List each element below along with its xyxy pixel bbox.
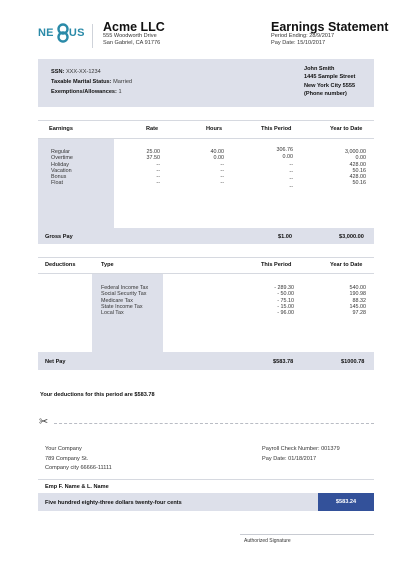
check-payee: Emp F. Name & L. Name — [45, 484, 109, 490]
check-pay-date: Pay Date: 01/18/2017 — [262, 456, 317, 462]
exemptions-label: Exemptions/Allowances: — [51, 89, 117, 95]
employee-street: 1445 Sample Street — [304, 74, 356, 80]
marital-row — [51, 79, 132, 86]
check-company: Your Company — [45, 446, 82, 452]
earnings-header-ytd: Year to Date — [330, 126, 363, 132]
earnings-header-this-period: This Period — [261, 126, 292, 132]
net-pay-ytd: $1000.78 — [341, 359, 365, 365]
deductions-this-period: - 289.30 - 50.00 - 75.10 - 15.00 - 96.00 — [274, 285, 294, 317]
net-pay-period: $583.78 — [273, 359, 294, 365]
check-amount: $583.24 — [335, 499, 357, 505]
deduction-types: Federal Income Tax Social Security Tax Medicare Tax State Income Tax Local Tax — [101, 285, 149, 317]
earnings-header-hours: Hours — [206, 126, 223, 132]
ssn-value: XXX-XX-1234 — [65, 69, 101, 75]
ssn-label: SSN: — [51, 69, 65, 75]
amount-in-words: Five hundred eighty-three dollars twenty-four cents — [45, 500, 182, 506]
earnings-label-column-bg — [38, 139, 114, 228]
ssn-row — [51, 69, 101, 76]
gross-pay-band — [38, 228, 374, 244]
signature-line — [240, 534, 374, 535]
logo-text: NE US — [38, 27, 85, 39]
marital-label: Taxable Marital Status: — [51, 79, 112, 85]
earnings-rates: 25.00 37.50 -- -- -- -- — [146, 149, 160, 187]
earnings-header-rate: Rate — [146, 126, 159, 132]
company-name: Acme LLC — [103, 20, 165, 34]
exemptions-row — [51, 89, 122, 96]
marital-value: Married — [113, 79, 133, 85]
employee-city: New York City 5555 — [304, 83, 356, 89]
deductions-header-type: Type — [101, 262, 114, 268]
deductions-header-label: Deductions — [45, 262, 76, 268]
earnings-items: Regular Overtime Holiday Vacation Bonus Float — [51, 149, 73, 187]
check-number: Payroll Check Number: 001379 — [262, 446, 340, 452]
gross-pay-ytd: $3,000.00 — [339, 234, 364, 240]
deductions-ytd: 540.00 190.98 88.32 145.00 97.28 — [349, 285, 366, 317]
check-company-street: 789 Company St. — [45, 456, 89, 462]
deductions-summary: Your deductions for this period are $583.78 — [40, 392, 155, 398]
net-pay-label: Net Pay — [45, 359, 66, 365]
gross-pay-period: $1.00 — [278, 234, 292, 240]
check-separator — [38, 479, 374, 480]
deductions-top-line — [38, 257, 374, 258]
cut-line — [54, 423, 374, 424]
check-company-city: Company city 66666-11111 — [45, 465, 112, 471]
earnings-top-line — [38, 120, 374, 121]
gross-pay-label: Gross Pay — [45, 234, 73, 240]
pay-date: Pay Date: 15/10/2017 — [271, 40, 326, 46]
net-pay-band — [38, 352, 374, 370]
earnings-ytd: 3,000.00 0.00 428.00 50.16 428.00 50.16 — [345, 149, 366, 187]
scissors-icon: ✂ — [39, 416, 49, 428]
deductions-header-this-period: This Period — [261, 262, 292, 268]
earnings-header-item: Earnings — [49, 126, 73, 132]
deductions-header-line — [38, 273, 374, 274]
period-ending: Period Ending: 28/9/2017 — [271, 33, 335, 39]
company-address-2: San Gabriel, CA 91776 — [103, 40, 161, 46]
exemptions-value: 1 — [118, 89, 122, 95]
employee-name: John Smith — [304, 66, 335, 72]
deductions-header-ytd: Year to Date — [330, 262, 363, 268]
employee-phone: (Phone number) — [304, 91, 347, 97]
document-title: Earnings Statement — [271, 20, 389, 34]
header-divider — [92, 24, 93, 48]
signature-label: Authorized Signature — [244, 538, 291, 544]
earnings-this-period: 306.76 0.00 -- -- -- -- — [276, 147, 293, 190]
company-address-1: 555 Woodworth Drive — [103, 33, 157, 39]
earnings-hours: 40.00 0.00 -- -- -- -- — [210, 149, 224, 187]
